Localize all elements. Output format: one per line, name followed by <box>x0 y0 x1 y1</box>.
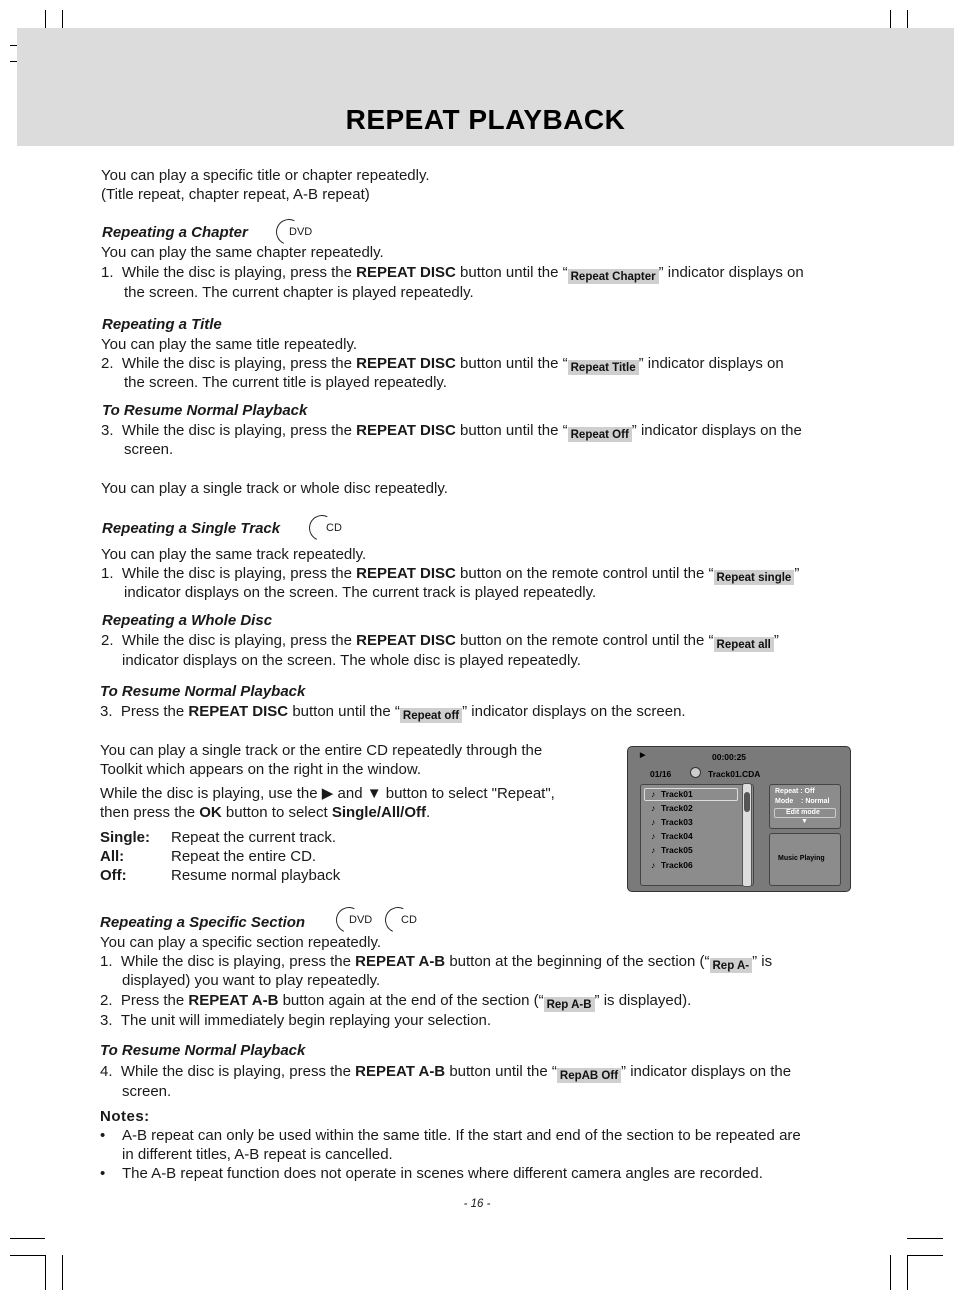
chapter-desc: You can play the same chapter repeatedly. <box>101 244 384 261</box>
title-step: 2. While the disc is playing, press the REPEAT DISC button until the “ Repeat Title ” indicator displays on <box>101 355 784 374</box>
track-item[interactable]: ♪ Track02 <box>651 803 693 813</box>
heading-repeat-chapter: Repeating a Chapter <box>102 224 248 241</box>
title-desc: You can play the same title repeatedly. <box>101 336 357 353</box>
heading-specific-section: Repeating a Specific Section <box>100 914 306 931</box>
play-icon: ▶ <box>640 752 646 759</box>
indicator-rep-a: Rep A- <box>710 958 753 973</box>
def-text: Repeat the current track. <box>171 829 337 846</box>
toolkit-text: While the disc is playing, use the ▶ and ▼ button to select "Repeat", <box>100 785 555 802</box>
crop-mark <box>907 1255 908 1290</box>
down-arrow-icon: ▼ <box>801 818 808 825</box>
title-banner <box>17 28 954 146</box>
toolkit-text: You can play a single track or the entire CD repeatedly through the <box>100 742 543 759</box>
single-desc: You can play the same track repeatedly. <box>101 546 367 563</box>
osd-file: Track01.CDA <box>708 769 761 779</box>
crop-mark <box>10 1238 45 1239</box>
page-number: - 16 - <box>463 1198 491 1210</box>
section-desc: You can play a specific section repeatedly. <box>100 934 382 951</box>
def-term: All: <box>100 848 125 865</box>
crop-mark <box>907 1238 943 1239</box>
resume2-step: 3. Press the REPEAT DISC button until the “ Repeat off ” indicator displays on the screen. <box>100 703 686 722</box>
crop-mark <box>907 1255 943 1256</box>
track-list[interactable] <box>640 784 754 886</box>
heading-whole-disc: Repeating a Whole Disc <box>102 612 273 629</box>
indicator-repeat-off-cd: Repeat off <box>400 708 462 723</box>
whole-step: 2. While the disc is playing, press the REPEAT DISC button on the remote control until the “ Repeat all ” <box>101 632 779 651</box>
disc-icon <box>690 767 701 778</box>
osd-count: 01/16 <box>650 769 672 779</box>
note-1-line2: in different titles, A-B repeat is cancelled. <box>122 1146 393 1163</box>
music-note-icon: ♪ <box>651 831 656 841</box>
single-step-line2: indicator displays on the screen. The current track is played repeatedly. <box>124 584 597 601</box>
mode-setting[interactable]: Mode : Normal <box>775 798 830 805</box>
chapter-step: 1. While the disc is playing, press the REPEAT DISC button until the “ Repeat Chapter ” indicator displays on <box>101 264 804 283</box>
track-scrollbar[interactable] <box>742 783 752 887</box>
note-2: The A-B repeat function does not operate in scenes where different camera angles are recorded. <box>122 1165 763 1182</box>
intro-line: You can play a specific title or chapter repeatedly. <box>101 167 430 184</box>
music-note-icon: ♪ <box>651 845 656 855</box>
toolkit-text: then press the OK button to select Single/All/Off. <box>100 804 431 821</box>
heading-resume-2: To Resume Normal Playback <box>100 683 306 700</box>
bullet: • <box>100 1165 106 1182</box>
indicator-repeat-off: Repeat Off <box>568 427 632 442</box>
note-1: A-B repeat can only be used within the same title. If the start and end of the section to be repeated are <box>122 1127 801 1144</box>
track-intro: You can play a single track or whole disc repeatedly. <box>101 480 448 497</box>
right-arrow-icon: ▶ <box>321 785 334 802</box>
section-step-3: 3. The unit will immediately begin replaying your selection. <box>100 1012 492 1029</box>
section-step-2: 2. Press the REPEAT A-B button again at the end of the section (“ Rep A-B ” is displayed). <box>100 992 692 1011</box>
status-text: Music Playing <box>778 855 825 862</box>
track-item[interactable]: ♪ Track05 <box>651 845 693 855</box>
crop-mark <box>10 1255 45 1256</box>
crop-mark <box>62 1255 63 1290</box>
resume3-step-line2: screen. <box>122 1083 172 1100</box>
indicator-repeat-title: Repeat Title <box>568 360 639 375</box>
def-term: Single: <box>100 829 151 846</box>
section-step-1: 1. While the disc is playing, press the REPEAT A-B button at the beginning of the section (“ Rep A- ” is <box>100 953 773 972</box>
indicator-repeat-chapter: Repeat Chapter <box>568 269 659 284</box>
resume3-step: 4. While the disc is playing, press the REPEAT A-B button until the “ RepAB Off ” indicator displays on the <box>100 1063 792 1082</box>
crop-mark <box>45 1255 46 1290</box>
whole-step-line2: indicator displays on the screen. The whole disc is played repeatedly. <box>122 652 581 669</box>
toolkit-text: Toolkit which appears on the right in the window. <box>100 761 422 778</box>
bullet: • <box>100 1127 106 1144</box>
resume1-step: 3. While the disc is playing, press the REPEAT DISC button until the “ Repeat Off ” indicator displays on the <box>101 422 802 441</box>
music-note-icon: ♪ <box>651 860 656 870</box>
osd-time: 00:00:25 <box>712 752 747 762</box>
indicator-repeat-single: Repeat single <box>714 570 795 585</box>
status-panel <box>769 833 841 886</box>
repeat-setting[interactable]: Repeat : Off <box>775 788 815 795</box>
music-note-icon: ♪ <box>651 789 656 799</box>
heading-resume-3: To Resume Normal Playback <box>100 1042 306 1059</box>
down-arrow-icon: ▼ <box>366 785 382 802</box>
def-text: Resume normal playback <box>171 867 341 884</box>
indicator-repab-off: RepAB Off <box>557 1068 621 1083</box>
section-step-1-line2: displayed) you want to play repeatedly. <box>122 972 381 989</box>
indicator-rep-ab: Rep A-B <box>544 997 595 1012</box>
intro-line: (Title repeat, chapter repeat, A-B repeat) <box>101 186 370 203</box>
def-term: Off: <box>100 867 127 884</box>
crop-mark <box>890 1255 891 1290</box>
track-item[interactable]: ♪ Track03 <box>651 817 693 827</box>
music-note-icon: ♪ <box>651 803 656 813</box>
def-text: Repeat the entire CD. <box>171 848 317 865</box>
edit-mode-label: Edit mode <box>786 809 820 816</box>
track-item[interactable]: ♪ Track06 <box>651 860 693 870</box>
heading-resume-1: To Resume Normal Playback <box>102 402 308 419</box>
toolkit-panel <box>769 784 841 829</box>
heading-repeat-title: Repeating a Title <box>102 316 222 333</box>
chapter-step-line2: the screen. The current chapter is played repeatedly. <box>124 284 474 301</box>
indicator-repeat-all: Repeat all <box>714 637 774 652</box>
track-item[interactable]: ♪ Track04 <box>651 831 693 841</box>
music-note-icon: ♪ <box>651 817 656 827</box>
single-step: 1. While the disc is playing, press the REPEAT DISC button on the remote control until the “ Repeat single ” <box>101 565 800 584</box>
heading-single-track: Repeating a Single Track <box>102 520 281 537</box>
notes-heading: Notes: <box>100 1108 150 1125</box>
resume1-step-line2: screen. <box>124 441 174 458</box>
page-title: REPEAT PLAYBACK <box>345 104 626 135</box>
osd-screenshot <box>627 746 851 892</box>
title-step-line2: the screen. The current title is played repeatedly. <box>124 374 447 391</box>
track-item[interactable]: ♪ Track01 <box>651 789 693 799</box>
